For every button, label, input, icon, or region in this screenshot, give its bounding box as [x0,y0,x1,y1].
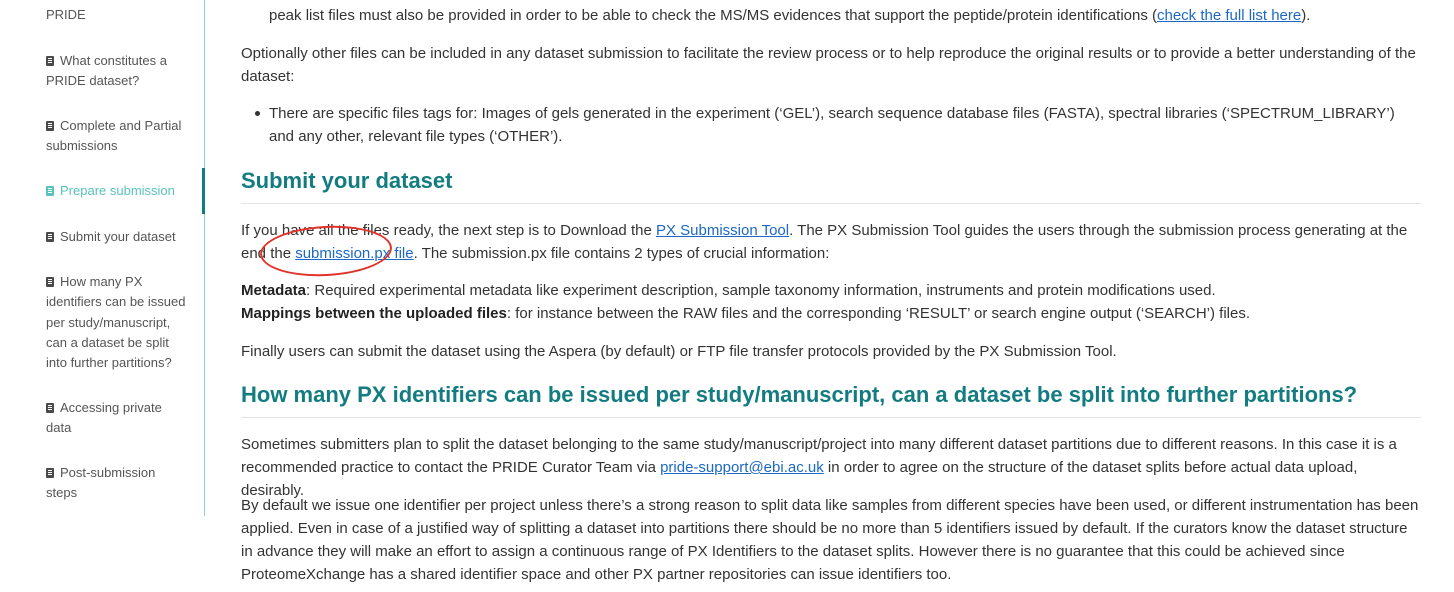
text: : for instance between the RAW files and the corresponding ‘RESULT’ or search engine output (‘SEARCH’) files. [506,305,1251,322]
text: : Required experimental metadata like experiment description, sample taxonomy information, instruments and protein modifications used. [306,282,1216,299]
sidebar-item-label: What constitutes a PRIDE dataset? [46,53,167,89]
mappings-label: Mappings between the uploaded files [241,305,507,322]
sidebar-item-label: Complete and Partial submissions [46,118,182,154]
sidebar-item-label: How many PX identifiers can be issued per study/manuscript, can a dataset be split into further partitions? [46,274,186,371]
divider [241,417,1421,418]
document-icon [46,277,54,287]
list-item: There are specific files tags for: Images of gels generated in the experiment (‘GEL’), search sequence database files (FASTA), spectral libraries (‘SPECTRUM_LIBRARY’) and any other, relevant file types (‘OTHER’). [269,102,1419,148]
sometimes-paragraph [241,433,1421,502]
active-indicator [202,168,205,214]
text: in order to agree on the structure of the dataset splits before actual data upload, desirably. [241,459,1358,499]
sidebar-item-what-constitutes[interactable] [46,51,188,92]
text: . The PX Submission Tool guides the users through the submission process generating at the end the [241,222,1408,262]
text: Sometimes submitters plan to split the dataset belonging to the same study/manuscript/project into many different dataset partitions due to different reasons. In this case it is a recommended practice to contact the PRIDE Curator Team via [241,436,1397,476]
submission-px-file-link[interactable]: submission.px file [295,245,414,262]
how-many-px-heading: How many PX identifiers can be issued per study/manuscript, can a dataset be split into further partitions? [241,382,1358,407]
text: peak list files must also be provided in order to be able to check the MS/MS evidences that support the peptide/protein identifications ( [269,7,1157,24]
sidebar-item-complete-partial[interactable] [46,116,188,157]
sidebar-item-how-many-px[interactable] [46,272,188,373]
document-icon [46,56,54,66]
finally-paragraph: Finally users can submit the dataset using the Aspera (by default) or FTP file transfer protocols provided by the PX Submission Tool. [241,343,1117,360]
sidebar-top-label: PRIDE [46,7,86,22]
document-icon [46,186,54,196]
metadata-line [241,279,1421,302]
sidebar-item-prepare-submission[interactable] [46,181,188,201]
submit-dataset-heading: Submit your dataset [241,168,453,193]
sidebar-nav [0,0,205,516]
metadata-label: Metadata [241,282,307,299]
divider [241,203,1421,204]
document-icon [46,403,54,413]
sidebar-item-label: Prepare submission [60,183,175,198]
optional-files-paragraph: Optionally other files can be included in any dataset submission to facilitate the review process or to help reproduce the original results or to provide a better understanding of the dataset: [241,45,1416,85]
sidebar-item-label: Post-submission steps [46,465,156,501]
sidebar-item-private-data[interactable] [46,398,188,439]
sidebar-item-label: Accessing private data [46,400,162,436]
text: If you have all the files ready, the next step is to Download the [241,222,656,239]
sidebar-item-submit-dataset[interactable] [46,227,188,247]
sidebar-item-label: Submit your dataset [60,229,176,244]
peaklist-paragraph [269,4,1419,27]
pride-support-email-link[interactable]: pride-support@ebi.ac.uk [660,459,824,476]
text: . The submission.px file contains 2 types of crucial information: [413,245,830,262]
default-identifier-paragraph: By default we issue one identifier per project unless there’s a strong reason to split data like samples from different species have been used, or different instrumentation has been applied. Even in case of a justified way of splitting a dataset into partitions there should be no more than 5 identifiers issued by default. If the curators know the dataset structure in advance they will make an effort to assign a continuous range of PX Identifiers to the dataset splits. However there is no guarantee that this could be achieved since ProteomeXchange has a shared identifier space and other PX partner repositories can issue identifiers too. [241,497,1419,583]
full-list-link[interactable]: check the full list here [1157,7,1302,24]
document-icon [46,121,54,131]
text: ). [1301,7,1311,24]
submit-paragraph [241,219,1421,265]
mappings-line [241,302,1421,325]
px-submission-tool-link[interactable]: PX Submission Tool [655,222,790,239]
sidebar-item-post-submission[interactable] [46,463,188,504]
document-icon [46,232,54,242]
document-icon [46,468,54,478]
